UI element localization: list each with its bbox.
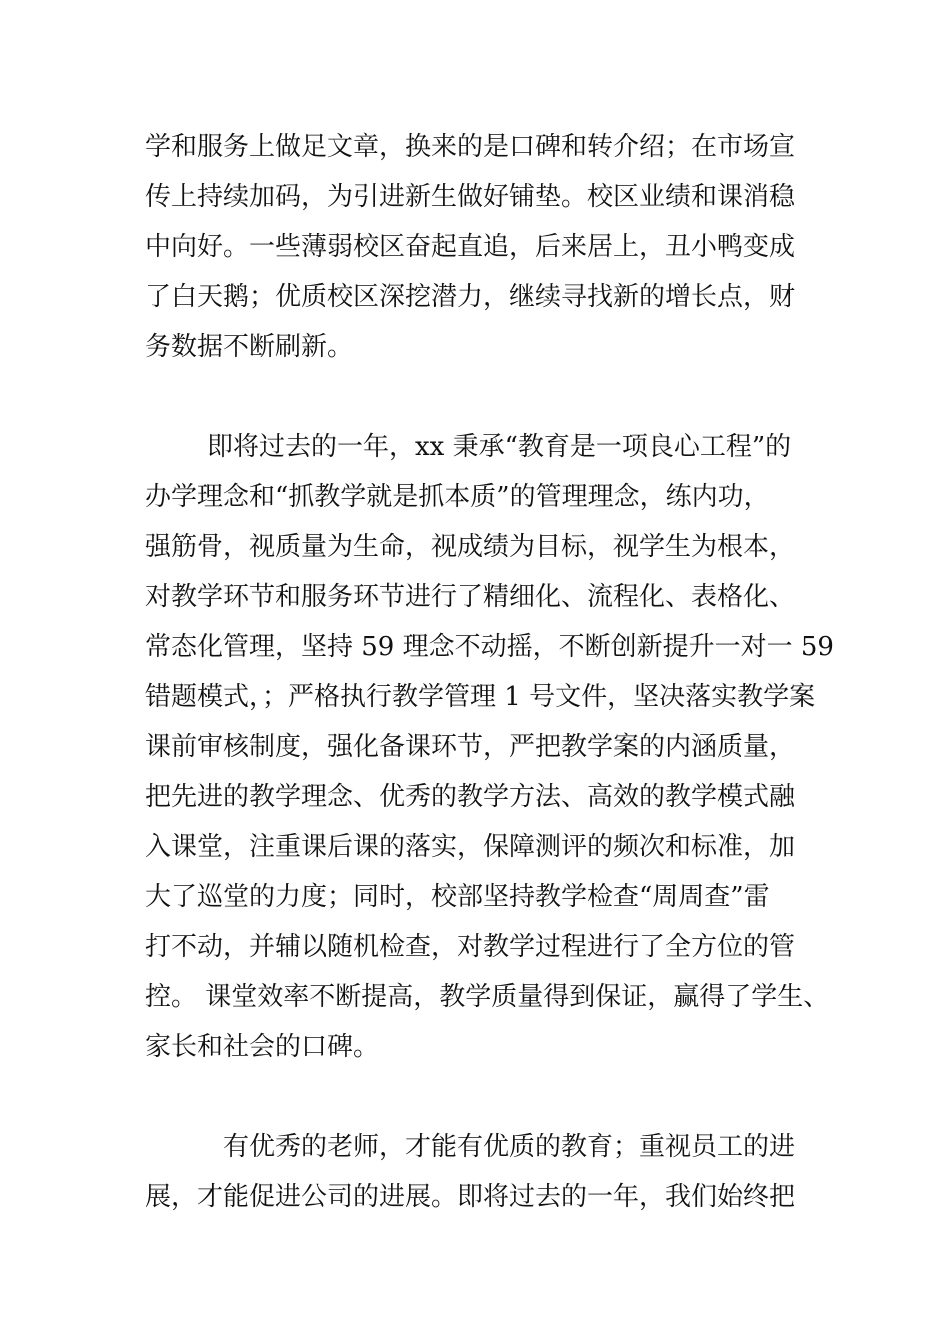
paragraph-2-line-12: 控。 课堂效率不断提高，教学质量得到保证，赢得了学生、 xyxy=(145,982,830,1012)
paragraph-1-line-1: 学和服务上做足文章，换来的是口碑和转介绍；在市场宣 xyxy=(145,132,796,162)
paragraph-2-line-9: 入课堂，注重课后课的落实，保障测评的频次和标准，加 xyxy=(145,832,796,862)
paragraph-2-line-10: 大了巡堂的力度；同时，校部坚持教学检查“周周查”雷 xyxy=(145,882,770,912)
paragraph-2-line-1: 即将过去的一年，xx 秉承“教育是一项良心工程”的 xyxy=(207,432,792,462)
paragraph-3-line-2: 展，才能促进公司的进展。即将过去的一年，我们始终把 xyxy=(145,1182,796,1212)
paragraph-2-line-6: 错题模式，；严格执行教学管理 1 号文件，坚决落实教学案 xyxy=(145,682,816,712)
paragraph-1-line-5: 务数据不断刷新。 xyxy=(145,332,354,362)
paragraph-2-line-2: 办学理念和“抓教学就是抓本质”的管理理念，练内功， xyxy=(145,482,770,512)
paragraph-2-line-8: 把先进的教学理念、优秀的教学方法、高效的教学模式融 xyxy=(145,782,796,812)
paragraph-2-line-13: 家长和社会的口碑。 xyxy=(145,1032,380,1062)
paragraph-2-line-5: 常态化管理，坚持 59 理念不动摇，不断创新提升一对一 59 xyxy=(145,632,834,662)
paragraph-2-line-7: 课前审核制度，强化备课环节，严把教学案的内涵质量， xyxy=(145,732,796,762)
paragraph-1-line-3: 中向好。一些薄弱校区奋起直追，后来居上，丑小鸭变成 xyxy=(145,232,796,262)
paragraph-1-line-4: 了白天鹅；优质校区深挖潜力，继续寻找新的增长点，财 xyxy=(145,282,796,312)
paragraph-2-line-11: 打不动，并辅以随机检查，对教学过程进行了全方位的管 xyxy=(145,932,796,962)
paragraph-2-line-4: 对教学环节和服务环节进行了精细化、流程化、表格化、 xyxy=(145,582,796,612)
paragraph-1-line-2: 传上持续加码，为引进新生做好铺垫。校区业绩和课消稳 xyxy=(145,182,796,212)
paragraph-3-line-1: 有优秀的老师，才能有优质的教育；重视员工的进 xyxy=(223,1132,796,1162)
paragraph-2-line-3: 强筋骨，视质量为生命，视成绩为目标，视学生为根本， xyxy=(145,532,796,562)
